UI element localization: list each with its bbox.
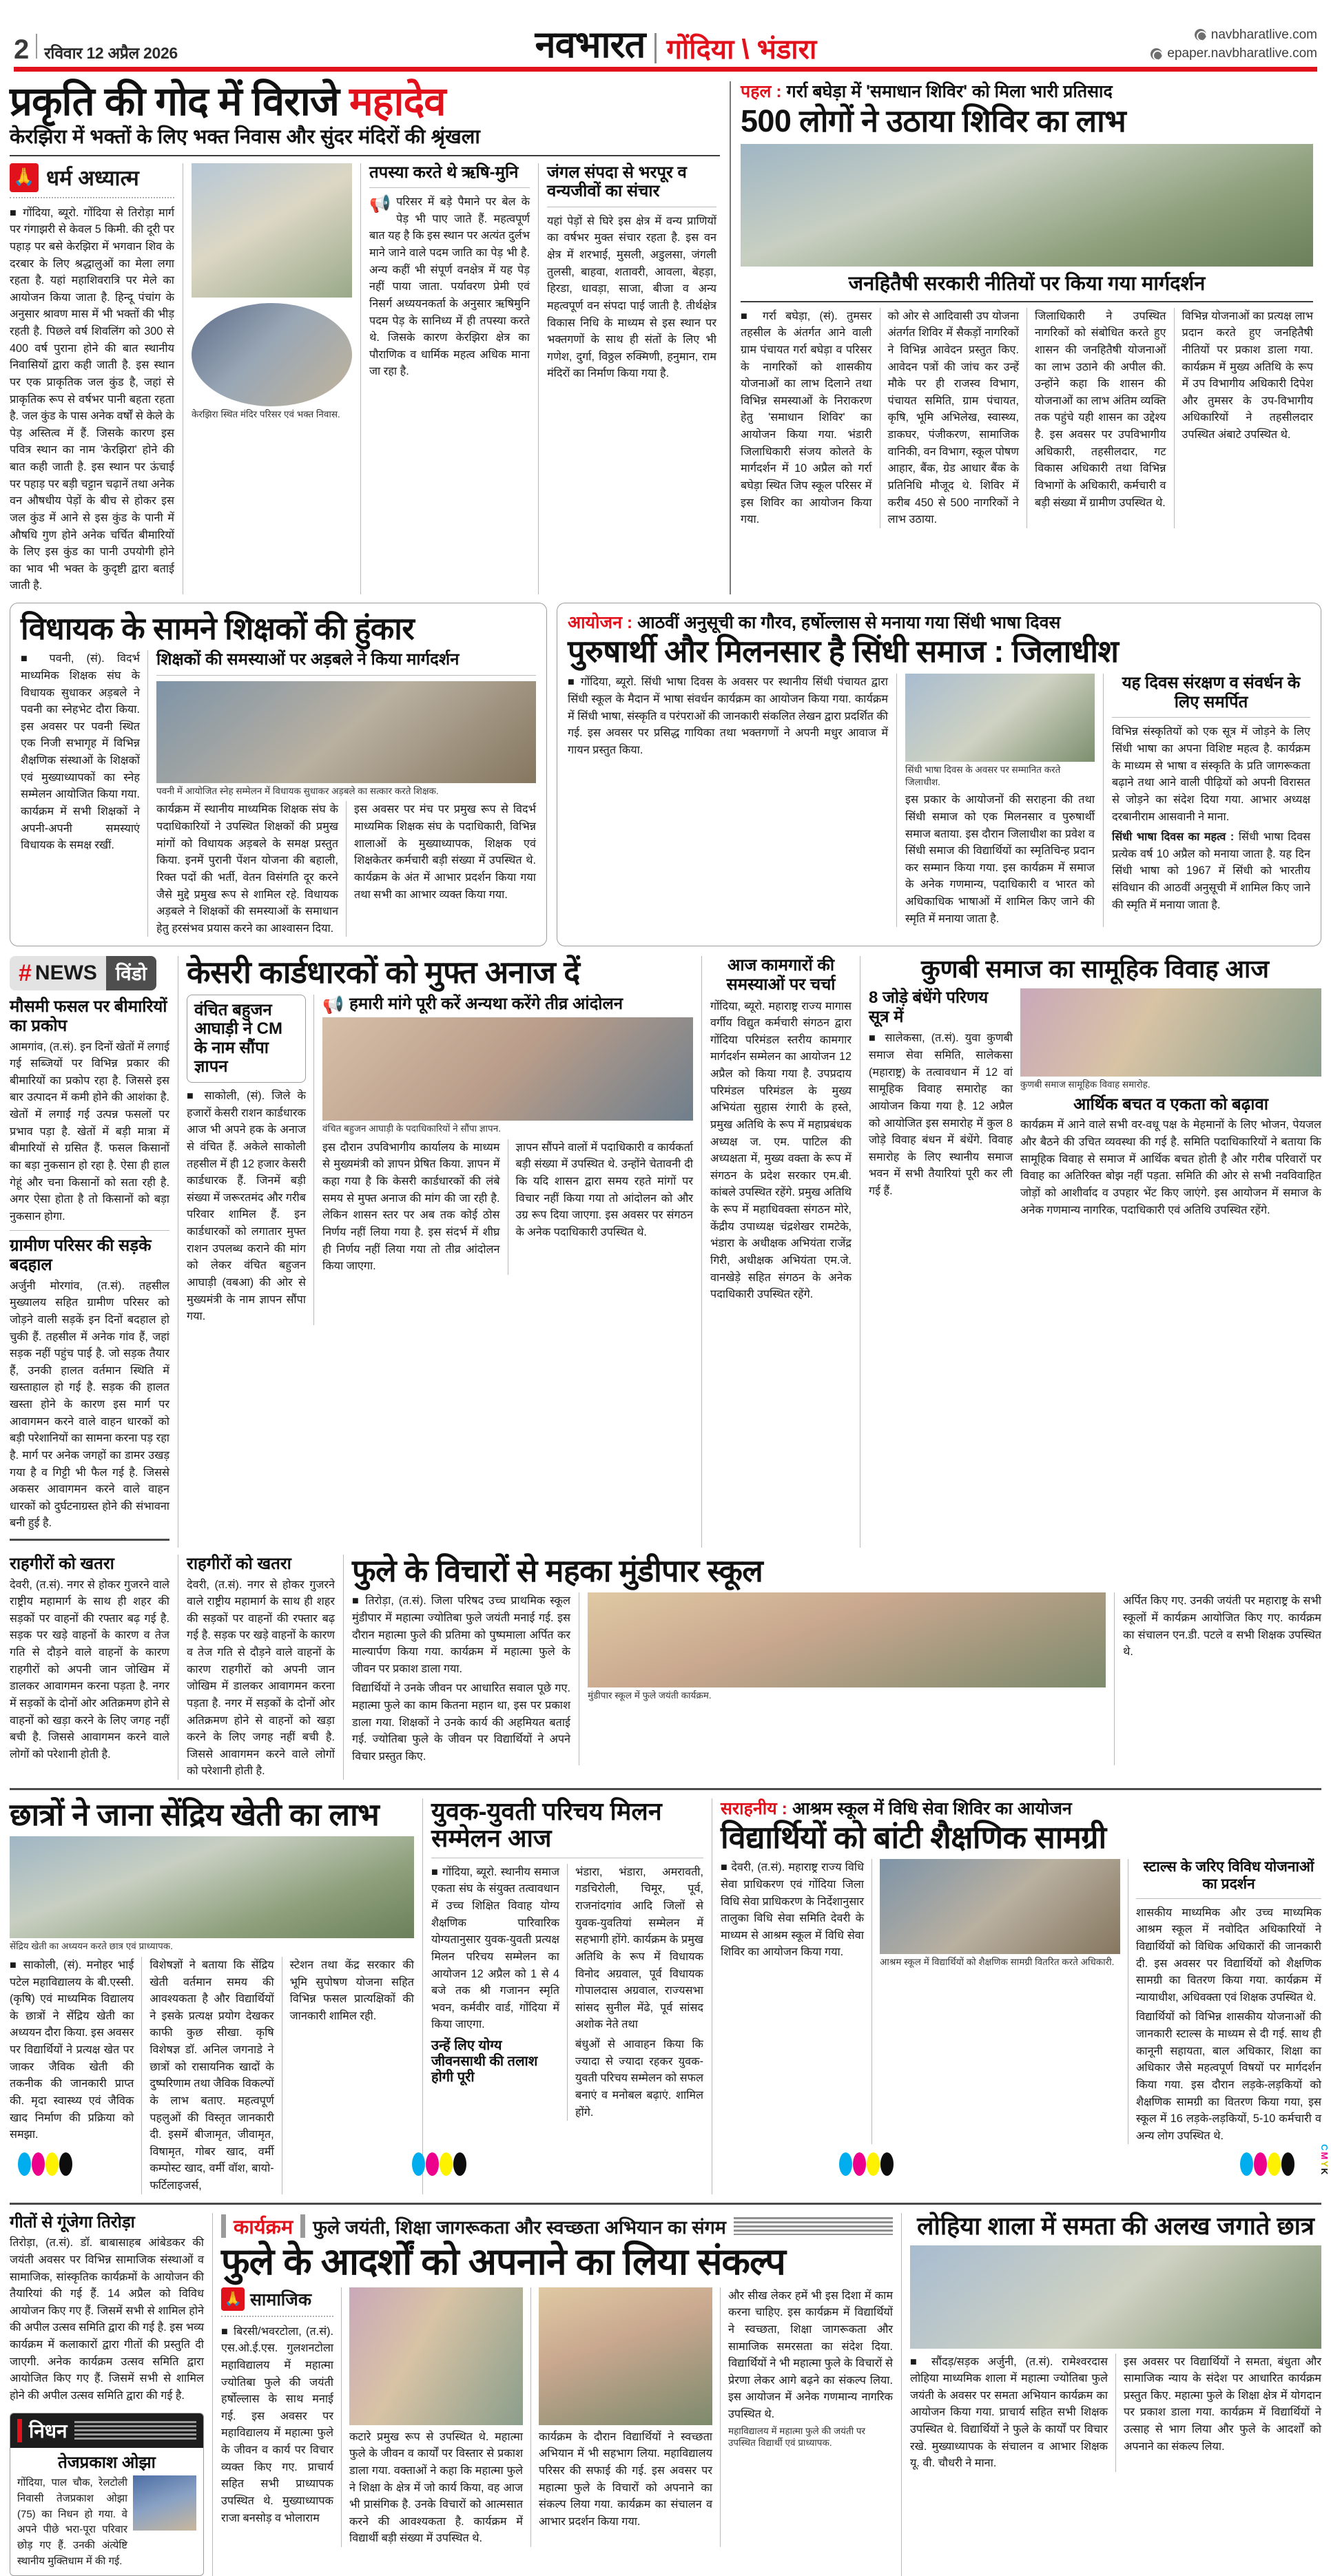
organic-caption: सेंद्रिय खेती का अध्ययन करते छात्र एवं प्राध्यापक. <box>10 1941 173 1952</box>
mid-left-body-1: ■ पवनी, (सं). विदर्भ माध्यमिक शिक्षक संघ के विधायक सुधाकर अड़बले ने पवनी का स्नेहभेट दौरा किया. इस अवसर पर पवनी स्थित एक निजी सभागृह में विभिन्न शैक्षणिक संस्थाओं के शिक्षकों एवं मुख्याध्यापकों का स्नेह सम्मेलन आयोजित किया गया. कार्यक्रम में सभी शिक्षकों ने अपनी-अपनी समस्याएं विधायक के समक्ष रखीं. <box>21 652 140 852</box>
geet-body: तिरोड़ा, (त.सं). डॉ. बाबासाहब आंबेडकर की जयंती अवसर पर विभिन्न सामाजिक संस्थाओं व सामाजिक, सांस्कृतिक कार्यक्रमों के आयोजन की तैयारियां की गई हैं. 14 अप्रैल को विविध आयोजन किए गए हैं. जिसमें सभी से शामिल होने की अपील उत्सव समिति द्वारा की गई है. इस भव्य कार्यक्रम में कलाकारों द्वारा गीतों की प्रस्तुति दी जाएगी. अनेक कार्यक्रम उत्सव समिति द्वारा आयोजित किए गए हैं. जिसमें सभी से शामिल होने की अपील उत्सव समिति द्वारा की गई है. <box>10 2236 204 2402</box>
rahgir-body: देवरी, (त.सं). नगर से होकर गुजरने वाले राष्ट्रीय महामार्ग के साथ ही शहर की सड़कों पर वाहनों की रफ्तार बढ़ गई है. सड़क पर खड़े वाहनों के कारण व तेज गति से दौड़ने वाले वाहनों के कारण राहगीरों को अपनी जान जोखिम में डालकर आवागमन करना पड़ता है. नगर में सड़कों के दोनों ओर अतिक्रमण होने से वाहनों को खड़ा करने के लिए जगह नहीं बची है. जिससे आवागमन करने वाले लोगों को परेशानी होती है. <box>187 1578 335 1778</box>
lead-body-3: यहां पेड़ों से घिरे इस क्षेत्र में वन्य प्राणियों का वर्षभर मुक्त संचार रहता है. इस वन क्षेत्र में शरभाई, मुसली, अडुलसा, जंगली तुलसी, बाहवा, शतावरी, आवला, बेहड़ा, हिरडा, धावड़ा, साजा, बीजा व अन्य महत्वपूर्ण वन संपदा पाई जाती है. तीर्थक्षेत्र विकास निधि के माध्यम से इस स्थान पर भक्तगणों के साथ ही संतों के लिए भी गणेश, दुर्गा, विठ्ठल रुक्मिणी, हनुमान, राम मंदिरों का निर्माण किया गया है. <box>547 214 716 380</box>
kunbi-story <box>860 956 1321 1548</box>
brand-separator <box>654 33 657 63</box>
rahgir-col <box>178 1555 344 1780</box>
lead-headline <box>10 81 720 122</box>
lead-body-2: 📢 परिसर में बड़े पैमाने पर बेल के पेड़ भी पाए जाते हैं. महत्वपूर्ण बात यह है कि इस स्थान पर अत्यंत दुर्लभ माने जाने वाले पदम जाति का पेड़ भी है. अन्य कहीं भी संपूर्ण वनक्षेत्र में यह पेड़ नहीं पाया जाता. पर्यावरण प्रेमी एवं निसर्ग अध्ययनकर्ता के अनुसार ऋषिमुनि पदम पेड़ के सानिध्य में ही तपस्या करते थे. जिसके कारण केरझिरा क्षेत्र का पौराणिक व धार्मिक महत्व अधिक माना जा रहा है. <box>369 194 530 378</box>
callout-text: सिंधी भाषा दिवस प्रत्येक वर्ष 10 अप्रैल को मनाया जाता है. यह दिन सिंधी भाषा को 1967 में सिंधी को भारतीय संविधान की आठवीं अनुसूची में शामिल किए जाने की स्मृति में मनाया जाता है. <box>1112 831 1311 911</box>
magenta-mark <box>426 2152 439 2176</box>
cmyk-marks <box>839 2152 894 2176</box>
mid-right-subhead: यह दिवस संरक्षण व संवर्धन के लिए समर्पित <box>1122 674 1301 711</box>
publication-date: रविवार 12 अप्रैल 2026 <box>44 44 178 62</box>
parichay-body-3: बंधुओं से आवाहन किया कि ज्यादा से ज्यादा रहकर युवक-युवती परिचय सम्मेलन को सफल बनाएं व मनोबल बढ़ाएं. शामिल होंगे. <box>575 2038 703 2119</box>
megaphone-icon: 📢 <box>322 995 344 1015</box>
kunbi-photo <box>1020 988 1321 1077</box>
cyan-mark <box>839 2152 852 2176</box>
vidhi-col-3 <box>1128 1859 1321 2144</box>
kesari-callout-box <box>187 995 306 1083</box>
mundipar-headline: फुले के विचारों से महका मुंडीपार स्कूल <box>352 1553 763 1589</box>
phule-photo-a <box>349 2287 523 2425</box>
obituary-stripes <box>74 2421 196 2440</box>
lead-sub-title-2: जंगल संपदा से भरपूर व वन्यजीवों का संचार <box>547 163 687 201</box>
kunbi-body-1: ■ सालेकसा, (त.सं). युवा कुणबी समाज सेवा समिति, सालेकसा (महाराष्ट्र) के तत्वावधान में 12 वां सामूहिक विवाह समारोह का आयोजन किया गया है. 12 अप्रैल को आयोजित इस समारोह में कुल 8 जोड़े विवाह बंधन में बंधेंगे. विवाह समारोह के लिए स्थानीय समाज भवन में सभी तैयारियां पूरी कर ली गई हैं. <box>869 1032 1013 1198</box>
website-url: navbharatlive.com <box>1210 27 1317 42</box>
news-badge-left <box>10 956 106 990</box>
parichay-headline: युवक-युवती परिचय मिलन सम्मेलन आज <box>431 1797 662 1852</box>
parichay-col-2 <box>568 1864 703 2121</box>
magenta-mark <box>1254 2152 1267 2176</box>
masthead-left <box>14 34 310 63</box>
phule-col-1 <box>221 2287 342 2547</box>
obituary-header <box>10 2413 203 2448</box>
mid-left-body-3: इस अवसर पर मंच पर प्रमुख रूप से विदर्भ माध्यमिक शिक्षक संघ के पदाधिकारी, विभिन्न शालाओं के मुख्याध्यापक, शिक्षक एवं शिक्षकेतर कर्मचारी बड़ी संख्या में उपस्थित थे. कार्यक्रम के अंत में आभार प्रदर्शन किया गया तथा सभी का आभार व्यक्त किया गया. <box>354 803 536 901</box>
kamgar-story <box>702 956 860 1548</box>
mid-right-body-3: विभिन्न संस्कृतियों को एक सूत्र में जोड़ने के लिए सिंधी भाषा का अपना विशिष्ट महत्व है. कार्यक्रम के माध्यम से भाषा व संस्कृति के प्रति जागरूकता बढ़ाने तथा आने वाली पीढ़ियों को अपनी विरासत से जोड़ने का संदेश दिया गया. आभार अध्यक्ष दरबानीराम आसवानी ने माना. <box>1112 725 1310 823</box>
lead-col-2 <box>361 163 539 594</box>
lead-story <box>10 81 730 594</box>
obituary-text: गोंदिया, पाल चौक, रेलटोली निवासी तेजप्रकाश ओझा (75) का निधन हो गया. वे अपने पीछे भरा-पूरा परिवार छोड़ गए हैं. उनकी अंत्येष्टि स्थानीय मुक्तिधाम में की गई. <box>17 2477 127 2568</box>
kesari-col-2 <box>322 1139 508 1275</box>
kesari-body-3: ज्ञापन सौंपने वालों में पदाधिकारी व कार्यकर्ता बड़ी संख्या में उपस्थित थे. उन्होंने चेतावनी दी कि यदि शासन द्वारा समय रहते मांगों पर विचार नहीं किया गया तो आंदोलन को और उग्र रूप दिया जाएगा. इस अवसर पर संगठन के अनेक पदाधिकारी उपस्थित थे. <box>515 1141 693 1238</box>
phule-body-2: कटारे प्रमुख रूप से उपस्थित थे. महात्मा फुले के जीवन व कार्यों पर विस्तार से प्रकाश डाला गया. वक्ताओं ने कहा कि महात्मा फुले ने शिक्षा के क्षेत्र में जो कार्य किया, वह आज भी प्रासंगिक है. उनके विचारों को आत्मसात करने की आवश्यकता है. कार्यक्रम में विद्यार्थी बड़ी संख्या में उपस्थित थे. <box>349 2430 523 2545</box>
kesari-caption: वंचित बहुजन आघाड़ी के पदाधिकारियों ने सौंपा ज्ञापन. <box>322 1123 501 1134</box>
masthead-links <box>1042 25 1317 63</box>
lohia-body-2: इस अवसर पर विद्यार्थियों ने समता, बंधुता और सामाजिक न्याय के संदेश पर आधारित कार्यक्रम प्रस्तुत किए. महात्मा फुले के शिक्षा क्षेत्र में योगदान पर प्रकाश डाला गया. कार्यक्रम में विद्यार्थियों ने उत्साह से भाग लिया और फुले के आदर्शों को अपनाने का संकल्प लिया. <box>1124 2355 1321 2453</box>
kesari-col-3 <box>508 1139 694 1275</box>
section-badge <box>221 2287 333 2311</box>
kunbi-headline: कुणबी समाज का सामूहिक विवाह आज <box>920 955 1269 984</box>
kunbi-col-1 <box>869 988 1020 1218</box>
lead-headline-main: प्रकृति की गोद में विराजे <box>10 79 349 124</box>
top-right-body-4: विभिन्न योजनाओं का प्रत्यक्ष लाभ प्रदान करते हुए जनहितैषी नीतियों पर प्रकाश डाला गया. कार्यक्रम में मुख्य अतिथि के रूप में उप विभागीय अधिकारी दिपेश और तुमसर के उप-विभागीय अधिकारियों ने तहसीलदार उपस्थित अंबाटे उपस्थित थे. <box>1182 309 1313 442</box>
phule-headline: फुले के आदर्शों को अपनाने का लिया संकल्प <box>221 2241 785 2283</box>
organic-story <box>10 1798 423 2194</box>
kicker-text: आश्रम स्कूल में विधि सेवा शिविर का आयोजन <box>787 1799 1072 1819</box>
black-mark <box>59 2152 72 2176</box>
yellow-mark <box>867 2152 880 2176</box>
lohia-photo <box>910 2245 1321 2349</box>
news-item-body: आमगांव, (त.सं). इन दिनों खेतों में लगाई गई सब्जियों पर विभिन्न प्रकार की बीमारियों का प्रकोप रहा है. जिससे इस बार उत्पादन में कमी होने की आशंका है. खेतों में लगाई गई उत्पन्न फसलों पर प्रभाव पड़ा है. खेतों में बड़ी मात्रा में बीमारियों से ग्रसित हैं. फसल किसानों का बड़ा नुकसान हो रहा है. ऐसा ही हाल गेहूं और चना किसानों को सता रही है. अगर ऐसा होता है तो किसानों को बड़ा नुकसान होगा. <box>10 1040 169 1223</box>
news-window <box>10 956 178 1548</box>
parichay-body-2: भंडारा, भंडारा, अमरावती, गडचिरोली, चिमूर, पूर्व, राजनांदगांव आदि जिलों से युवक-युवतियां सम्मेलन में सहभागी होंगे. कार्यक्रम के प्रमुख अतिथि के रूप में विधायक विनोद अग्रवाल, पूर्व विधायक गोपालदास अग्रवाल, राज्यसभा सांसद सुनील मेंढे, पूर्व सांसद अशोक नेते तथा <box>575 1865 703 2031</box>
black-mark <box>880 2152 894 2176</box>
kicker-bar-right <box>300 2214 305 2238</box>
mundipar-body-2: विद्यार्थियों ने उनके जीवन पर आधारित सवाल पूछे गए. महात्मा फुले का काम कितना महान था, इस पर प्रकाश डाला गया. शिक्षकों ने उनके कार्य की अहमियत बताई गई. ज्योतिबा फुले के जीवन पर विद्यार्थियों ने अपने विचार प्रस्तुत किए. <box>352 1682 570 1763</box>
obituary-portrait <box>133 2475 196 2531</box>
mid-left-cols <box>156 801 536 937</box>
callout-label: सिंधी भाषा दिवस का महत्व : <box>1112 831 1235 844</box>
mid-right-headline: पुरुषार्थी और मिलनसार है सिंधी समाज : जिलाधीश <box>568 634 1119 669</box>
organic-body-1: ■ साकोली, (सं). मनोहर भाई पटेल महाविद्यालय के बी.एस्सी. (कृषि) एवं माध्यमिक विद्यालय के छात्रों ने सेंद्रिय खेती का अध्ययन दौरा किया. इस अवसर पर विद्यार्थियों ने प्रत्यक्ष खेत पर जाकर जैविक खेती की तकनीक की जानकारी प्राप्त की. मृदा स्वास्थ्य एवं जैविक खाद निर्माण की प्रक्रिया को समझा. <box>10 1958 134 2141</box>
parichay-body-1: ■ गोंदिया, ब्यूरो. स्थानीय समाज एकता संघ के संयुक्त तत्वावधान में उच्च शिक्षित विवाह योग्य शैक्षणिक पारिवारिक योग्यतानुसार युवक-युवती प्रत्यक्ष मिलन परिचय सम्मेलन का आयोजन 12 अप्रैल को 1 से 4 बजे तक श्री गजानन स्मृति भवन, कर्मवीर वार्ड, गोंदिया में किया जाएगा. <box>431 1865 559 2031</box>
megaphone-icon: 📢 <box>369 194 391 214</box>
section-label: धर्म अध्यात्म <box>46 165 139 190</box>
phule-photo-b <box>539 2287 712 2425</box>
geet-column <box>10 2213 213 2576</box>
phule-photo-2 <box>531 2287 721 2547</box>
kesari-photo <box>322 1017 693 1121</box>
phule-body-1: ■ बिरसी/भवरटोला, (त.सं). एस.ओ.ई.एस. गुलशनटोला महाविद्यालय में महात्मा ज्योतिबा फुले की जयंती हर्षोल्लास के साथ मनाई गई. इस अवसर पर महाविद्यालय में महात्मा फुले के जीवन व कार्य पर विचार व्यक्त किए गए. प्राचार्य सहित सभी प्राध्यापक उपस्थित थे. मुख्याध्यापक राजा बनसोड़ व भोलाराम <box>221 2325 333 2524</box>
namaste-icon: 🙏 <box>10 163 39 192</box>
obituary-content <box>17 2475 196 2570</box>
mundipar-photo-col <box>579 1592 1115 1765</box>
magenta-mark <box>32 2152 45 2176</box>
kicker-text: फुले जयंती, शिक्षा जागरूकता और स्वच्छता अभियान का संगम <box>313 2216 726 2238</box>
news-item-title: राहगीरों को खतरा <box>10 1555 114 1574</box>
lohia-col-1 <box>910 2354 1116 2472</box>
top-right-columns <box>741 308 1313 528</box>
top-right-col-4 <box>1175 308 1314 528</box>
lead-headline-accent: महादेव <box>349 79 446 124</box>
obituary-name: तेजप्रकाश ओझा <box>58 2453 156 2472</box>
globe-icon <box>1151 48 1162 60</box>
phule-body-3: कार्यक्रम के दौरान विद्यार्थियों ने स्वच्छता अभियान में भी सहभाग लिया. महाविद्यालय परिसर की सफाई की गई. इस अवसर पर महात्मा फुले के विचारों को अपनाने का संकल्प लिया गया. कार्यक्रम का संचालन व आभार प्रदर्शन किया गया. <box>539 2430 712 2528</box>
top-right-subhead: जनहितैषी सरकारी नीतियों पर किया गया मार्गदर्शन <box>848 273 1206 295</box>
mid-right-body-2: इस प्रकार के आयोजनों की सराहना की तथा सिंधी समाज को एक मिलनसार व पुरुषार्थी समाज बताया. इस दौरान जिलाधीश का प्रवेश व सिंधी समाज की विद्यार्थियों का स्मृतिचिन्ह प्रदान कर सम्मान किया गया. इस कार्यक्रम में समाज के अनेक गणमान्य, पदाधिकारी व भारत को अधिकाधिक भाषाओं में शामिल किए जाने की स्मृति में मनाया जाता है. <box>905 793 1095 925</box>
vidhi-photo-col <box>872 1859 1128 2144</box>
obituary-box <box>10 2413 204 2576</box>
parichay-story <box>423 1798 712 2194</box>
mid-right-photo <box>905 674 1095 762</box>
parichay-col-1 <box>431 1864 568 2121</box>
lead-photo-temple <box>192 163 352 298</box>
kicker-text: आठवीं अनुसूची का गौरव, हर्षोल्लास से मनाया गया सिंधी भाषा दिवस <box>632 613 1061 632</box>
kesari-subhead: 📢 हमारी मांगे पूरी करें अन्यथा करेंगे तीव्र आंदोलन <box>322 994 623 1015</box>
mid-right-col-3 <box>1104 674 1310 927</box>
mundipar-caption: मुंडीपार स्कूल में फुले जयंती कार्यक्रम. <box>588 1690 712 1701</box>
news-item-body: देवरी, (त.सं). नगर से होकर गुजरने वाले राष्ट्रीय महामार्ग के साथ ही शहर की सड़कों पर वाहनों की रफ्तार बढ़ गई है. सड़क पर खड़े वाहनों के कारण व तेज गति से दौड़ने वाले वाहनों के कारण राहगीरों को अपनी जान जोखिम में डालकर आवागमन करना पड़ता है. नगर में सड़कों के दोनों ओर अतिक्रमण होने से वाहनों को खड़ा करने के लिए जगह नहीं बची है. जिससे आवागमन करने वाले लोगों को परेशानी होती है. <box>10 1578 169 1760</box>
lohia-body-1: ■ सौंदड़/सड़क अर्जुनी, (त.सं). रामेश्वरदास लोहिया माध्यमिक शाला में महात्मा ज्योतिबा फुले जयंती के अवसर पर समता अभियान कार्यक्रम का आयोजन किया गया. प्राचार्य सहित सभी शिक्षक उपस्थित थे. विद्यार्थियों ने फुले के कार्यों पर विचार रखे. मुख्याध्यापक के संचालन व आभार शिक्षक यू. वी. चौधरी ने माना. <box>910 2355 1108 2470</box>
second-band <box>10 603 1321 946</box>
yellow-mark <box>1268 2152 1281 2176</box>
kamgar-body: गोंदिया, ब्यूरो. महाराष्ट्र राज्य मागास वर्गीय विद्युत कर्मचारी संगठन द्वारा गोंदिया परिमंडल स्तरीय कामगार मार्गदर्शन सम्मेलन का आयोजन 12 अप्रैल को किया गया है. उपप्रदाय परिमंडल परिमंडल के मुख्य अभियंता सुहास रंगारी के हस्ते, प्रमुख अतिथि के रूप में महाप्रबंधक अध्यक्ष ज. एम. पाटिल की अध्यक्षता में, मुख्य वक्ता के रूप में संगठन के प्रदेश सरकार एम.बी. कांबले उपस्थित रहेंगे. प्रमुख अतिथि के रूप में महाधिवक्ता संगठन मोरे, केंद्रीय उपाध्यक्ष चंद्रशेखर रामटेके, भंडारा के अधीक्षक अभियंता राजेंद्र गिरी, अधीक्षक अभियंता एम.जे. वानखेड़े सहित संगठन के अनेक पदाधिकारी उपस्थित रहेंगे. <box>710 999 852 1301</box>
mid-right-story <box>557 603 1321 946</box>
lead-col-3 <box>539 163 716 594</box>
phule-body-4: और सीख लेकर हमें भी इस दिशा में काम करना चाहिए. इस कार्यक्रम में विद्यार्थियों ने स्वच्छता, शिक्षा जागरूकता और सामाजिक समरसता का संदेश दिया. विद्यार्थियों ने भी महात्मा फुले के विचारों से प्रेरणा लेकर आगे बढ़ने का संकल्प लिया. इस आयोजन में अनेक गणमान्य नागरिक उपस्थित थे. <box>728 2289 893 2421</box>
kicker-tag: आयोजन : <box>568 613 633 632</box>
phule-col-4 <box>721 2287 893 2547</box>
vidhi-subhead: स्टाल्स के जरिए विविध योजनाओं का प्रदर्शन <box>1143 1859 1314 1892</box>
mid-right-kicker <box>568 612 1310 633</box>
kicker-text: गर्रा बघेड़ा में 'समाधान शिविर' को मिला भारी प्रतिसाद <box>781 82 1113 101</box>
lohia-col-2 <box>1116 2354 1321 2472</box>
mid-left-story <box>10 603 547 946</box>
vidhi-caption: आश्रम स्कूल में विद्यार्थियों को शैक्षणिक सामग्री वितरित करते अधिकारी. <box>880 1957 1115 1968</box>
black-mark <box>453 2152 466 2176</box>
yellow-mark <box>440 2152 453 2176</box>
parichay-subhead: उन्हें लिए योग्य जीवनसाथी की तलाश होगी पूरी <box>431 2038 538 2086</box>
vidhi-body-2: शासकीय माध्यमिक और उच्च माध्यमिक आश्रम स्कूल में नवोदित अधिकारियों ने विद्यार्थियों को विधिक अधिकारों की जानकारी दी. इस अवसर पर विद्यार्थियों को शैक्षणिक सामग्री का वितरण किया गया. कार्यक्रम में न्यायाधीश, अधिवक्ता एवं शिक्षक उपस्थित थे. <box>1136 1906 1321 2004</box>
magenta-mark <box>853 2152 866 2176</box>
masthead-divider <box>36 34 37 59</box>
mid-right-inner <box>568 674 1310 927</box>
vidhi-kicker <box>721 1798 1321 1819</box>
vidhi-story <box>712 1798 1321 2194</box>
top-right-story <box>731 81 1313 594</box>
lohia-story <box>902 2213 1321 2576</box>
cmyk-marks <box>412 2152 466 2176</box>
vidhi-body-3: विद्यार्थियों को विभिन्न शासकीय योजनाओं की जानकारी स्टाल्स के माध्यम से दी गई. साथ ही कानूनी सहायता, बाल अधिकार, शिक्षा का अधिकार जैसे महत्वपूर्ण विषयों पर मार्गदर्शन किया गया. इस दौरान लड़के-लड़कियों को शैक्षणिक सामग्री का वितरण किया गया, इस स्कूल में 16 लड़के-लड़कियों, 5-10 कर्मचारी व अन्य लोग उपस्थित थे. <box>1136 2011 1321 2142</box>
hash-icon: # <box>19 960 32 987</box>
news-item-title: मौसमी फसल पर बीमारियों का प्रकोप <box>10 997 167 1035</box>
masthead-red-rule <box>14 67 1317 72</box>
vidhi-body-1: ■ देवरी, (त.सं). महाराष्ट्र राज्य विधि सेवा प्राधिकरण एवं गोंदिया जिला विधि सेवा प्राधिकरण के निर्देशानुसार तालुका विधि सेवा समिति देवरी के माध्यम से आश्रम स्कूल में विधि सेवा शिविर का आयोजन किया गया. <box>721 1861 864 1959</box>
mid-left-col-2 <box>156 801 347 937</box>
kesari-inner <box>187 995 693 1325</box>
lead-sub-title-1: तपस्या करते थे ऋषि-मुनि <box>369 163 519 182</box>
top-right-col-1 <box>741 308 880 528</box>
mid-left-col-3 <box>347 801 536 937</box>
lead-photo-col <box>183 163 361 594</box>
lead-body-1: ■ गोंदिया, ब्यूरो. गोंदिया से तिरोड़ा मार्ग पर गंगाझरी से केवल 5 किमी. की दूरी पर पहाड़ पर बसे केरझिरा में भगवान शिव के दरबार के लिए श्रद्धालुओं का मेला लगा रहता है. यहां महाशिवरात्रि पर मेले का आयोजन किया जाता है. हिन्दू पंचांग के अनुसार श्रावण मास में भी भक्तों की भीड़ रहती है. पिछले वर्ष शिवलिंग को 300 से 400 वर्ष पुराना होने की बात स्थानीय निवासियों द्वारा कही जाती है. इस स्थान पर एक प्राकृतिक जल कुंड है, जहां से प्राकृतिक रूप से वर्षभर पानी बहता रहता है. जल कुंड के पास अनेक वर्षों से केले के पेड़ अस्तित्व में हैं. जिसके कारण इस पवित्र स्थान का नाम 'केरझिरा' होने की बात कही जाती है. इस स्थान पर ऊंचाई पर पहाड़ पर बड़ी चट्टान चढ़ानें तथा अनेक वन औषधीय पेड़ों के बीच से होकर इस जल कुंड में आने से इस कुंड के पानी में औषधि गुण होने अनेक चर्चित बीमारियों के लिए इस कुंड का पानी उपयोगी होने का भाव भी भक्त के कुदृष्टी द्वारा बताई जाती है. <box>10 206 174 592</box>
section-label: सामाजिक <box>250 2289 312 2309</box>
page-number: 2 <box>14 34 30 65</box>
phule-story <box>213 2213 902 2576</box>
mid-left-caption: पवनी में आयोजित स्नेह सम्मेलन में विधायक सुधाकर अड़बले का सत्कार करते शिक्षक. <box>156 785 439 796</box>
kunbi-col-2 <box>1020 988 1321 1218</box>
top-right-body-2: को ओर से आदिवासी उप योजना अंतर्गत शिविर में सैकड़ों नागरिकों ने विभिन्न आवेदन प्रस्तुत किए. आवेदन पत्रों की जांच कर उन्हें मौके पर ही राजस्व विभाग, पंचायत समिति, ग्राम पंचायत, कृषि, भूमि अभिलेख, स्वास्थ्य, डाकघर, पंजीकरण, सामाजिक वानिकी, वन विभाग, स्कूल पोषण आहार, बैंक, ग्रेड आधार बैंक के प्रतिनिधि मौजूद थे. शिविर में करीब 450 से 500 नागरिकों ने लाभ उठाया. <box>887 309 1019 526</box>
organic-body-3: स्टेशन तथा केंद्र सरकार की भूमि सुपोषण योजना सहित विभिन्न फसल प्रात्यक्षिकों की जानकारी शामिल रही. <box>289 1958 414 2022</box>
lead-col-1 <box>10 163 183 594</box>
news-window-badge[interactable] <box>10 956 156 990</box>
cmyk-letters: CMYK <box>1319 2143 1330 2176</box>
mid-left-col-1 <box>21 650 148 937</box>
fifth-band <box>10 2213 1321 2576</box>
third-band <box>10 1555 1321 1780</box>
lohia-headline: लोहिया शाला में समता की अलख जगाते छात्र <box>917 2211 1314 2240</box>
mid-left-headline: विधायक के सामने शिक्षकों की हुंकार <box>21 611 415 646</box>
geet-title: गीतों से गूंजेगा तिरोड़ा <box>10 2212 135 2232</box>
kesari-headline: केसरी कार्डधारकों को मुफ्त अनाज दें <box>187 955 580 990</box>
cmyk-marks <box>18 2152 72 2176</box>
band-separator <box>10 1788 1321 1790</box>
mundipar-body-3: अर्पित किए गए. उनकी जयंती पर महाराष्ट्र के सभी स्कूलों में कार्यक्रम आयोजित किए गए. कार्यक्रम का संचालन एन.डी. पटले व सभी शिक्षक उपस्थित थे. <box>1123 1595 1321 1659</box>
top-right-headline: 500 लोगों ने उठाया शिविर का लाभ <box>741 103 1126 138</box>
gutter <box>547 603 557 946</box>
news-badge-text: NEWS <box>34 962 97 985</box>
phule-kicker <box>221 2213 893 2240</box>
lead-subhead: केरझिरा में भक्तों के लिए भक्त निवास और सुंदर मंदिरों की श्रृंखला <box>10 126 480 149</box>
kicker-tag: सराहनीय : <box>721 1799 787 1819</box>
vidhi-photo <box>880 1859 1120 1954</box>
parichay-cols <box>431 1864 703 2121</box>
news-item <box>10 1236 169 1532</box>
band-separator <box>10 2203 1321 2205</box>
news-band <box>10 956 1321 1548</box>
cyan-mark <box>412 2152 425 2176</box>
namaste-icon: 🙏 <box>221 2287 245 2311</box>
organic-headline: छात्रों ने जाना सेंद्रिय खेती का लाभ <box>10 1797 380 1833</box>
mid-right-body-1: ■ गोंदिया, ब्यूरो. सिंधी भाषा दिवस के अवसर पर स्थानीय सिंधी पंचायत द्वारा सिंधी स्कूल के मैदान में भाषा संवर्धन कार्यक्रम का आयोजन किया गया. कार्यक्रम में सिंधी भाषा, संस्कृति व परंपराओं की जानकारी संकलित लेखन द्वारा प्रदर्शित की गई. इस अवसर पर प्रसिद्ध गायिका तथा भक्तगणों ने अपनी मधुर आवाज में गायन प्रस्तुत किया. <box>568 676 888 756</box>
kicker-tag: कार्यक्रम <box>234 2216 293 2239</box>
organic-body-2: विशेषज्ञों ने बताया कि सेंद्रिय खेती वर्तमान समय की आवश्यकता है और विद्यार्थियों ने इसके प्रत्यक्ष प्रयोग देखकर काफी कुछ सीखा. कृषि विशेषज्ञ डॉ. अनिल जगनाडे ने छात्रों को रासायनिक खादों के दुष्परिणाम तथा जैविक विकल्पों के लाभ बताए. महत्वपूर्ण पहलुओं की विस्तृत जानकारी दी. इसमें बीजामृत, जीवामृत, विषामृत, गोबर खाद, वर्मी कम्पोस्ट खाद, वर्मी वॉश, बायो-फर्टिलाइजर्स, <box>149 1958 274 2192</box>
mid-left-body-2: कार्यक्रम में स्थानीय माध्यमिक शिक्षक संघ के पदाधिकारियों ने उपस्थित शिक्षकों की प्रमुख मांगों को विधायक अड़बले के समक्ष प्रस्तुत किया. इनमें पुरानी पेंशन योजना की बहाली, रिक्त पदों की भर्ती, वेतन विसंगति दूर करने जैसे मुद्दे प्रमुख रूप से शामिल रहे. विधायक अड़बले ने शिक्षकों की समस्याओं के समाधान हेतु हरसंभव प्रयास करने का आश्वासन दिया. <box>156 803 338 935</box>
mundipar-col-1 <box>352 1592 579 1765</box>
kesari-body-2: इस दौरान उपविभागीय कार्यालय के माध्यम से मुख्यमंत्री को ज्ञापन प्रेषित किया. ज्ञापन में कहा गया है कि केसरी कार्डधारकों की लंबे समय से मुफ्त अनाज की मांग की जा रही है. लेकिन शासन स्तर पर अब तक कोई ठोस निर्णय नहीं लिया गया है. इस संदर्भ में शीघ्र ही निर्णय नहीं लिया गया तो तीव्र आंदोलन किया जाएगा. <box>322 1141 500 1273</box>
kesari-cols <box>322 1139 693 1275</box>
kesari-box-title: वंचित बहुजन आघाड़ी ने CM के नाम सौंपा ज्ञापन <box>194 1000 282 1077</box>
kicker-stripes <box>734 2217 893 2235</box>
top-right-col-3 <box>1027 308 1175 528</box>
mundipar-photo <box>588 1592 1106 1687</box>
lead-columns <box>10 163 720 594</box>
lohia-cols <box>910 2354 1321 2472</box>
yellow-mark <box>45 2152 59 2176</box>
news-item <box>10 997 169 1225</box>
phule-caption: महाविद्यालय में महात्मा फुले की जयंती पर उपस्थित विद्यार्थी एवं प्राध्यापक. <box>728 2425 866 2449</box>
news-item-title: ग्रामीण परिसर की सड़के बदहाल <box>10 1236 152 1275</box>
mid-right-photo-col <box>897 674 1104 927</box>
lead-photo-shiva <box>192 303 352 406</box>
epaper-url: epaper.navbharatlive.com <box>1167 46 1317 61</box>
obituary-body-wrap <box>10 2448 203 2575</box>
brand-title: नवभारत <box>535 24 646 65</box>
mid-left-subhead: शिक्षकों की समस्याओं पर अड़बले ने किया मार्गदर्शन <box>156 650 460 669</box>
cyan-mark <box>18 2152 31 2176</box>
phule-photo-1 <box>342 2287 531 2547</box>
epaper-link[interactable] <box>1042 44 1317 63</box>
kamgar-title: आज कामगारों की समस्याओं पर चर्चा <box>726 956 836 994</box>
kicker-bar-left <box>221 2214 226 2238</box>
mundipar-col-3 <box>1115 1592 1321 1765</box>
cmyk-marks <box>1240 2152 1294 2176</box>
cmyk-registration-bar <box>0 2143 1331 2176</box>
top-right-col-2 <box>880 308 1028 528</box>
lead-photo-caption: केरझिरा स्थित मंदिर परिसर एवं भक्त निवास. <box>192 408 340 419</box>
cyan-mark <box>1240 2152 1253 2176</box>
kesari-story <box>178 956 702 1548</box>
kunbi-inner <box>869 988 1321 1218</box>
kesari-main <box>314 995 693 1325</box>
rahgir-title: राहगीरों को खतरा <box>187 1555 291 1574</box>
black-mark <box>1281 2152 1294 2176</box>
fourth-band <box>10 1798 1321 2194</box>
kunbi-caption: कुणबी समाज सामूहिक विवाह समारोह. <box>1020 1079 1151 1090</box>
edition-name: गोंदिया \ भंडारा <box>666 34 817 65</box>
mundipar-body-1: ■ तिरोड़ा, (त.सं). जिला परिषद उच्च प्राथमिक स्कूल मुंडीपार में महात्मा ज्योतिबा फुले जयंती मनाई गई. इस दौरान महात्मा फुले की प्रतिमा को पुष्पमाला अर्पित कर माल्यार्पण किया गया. कार्यक्रम में महात्मा फुले के जीवन पर प्रकाश डाला गया. <box>352 1595 570 1675</box>
kunbi-subhead: 8 जोड़े बंधेंगे परिणय सूत्र में <box>869 988 989 1026</box>
mundipar-story <box>344 1555 1321 1780</box>
news-badge-tab[interactable]: विंडो <box>106 956 156 990</box>
vidhi-headline: विद्यार्थियों को बांटी शैक्षणिक सामग्री <box>721 1820 1106 1856</box>
kicker-tag: पहल : <box>741 82 782 101</box>
website-link[interactable] <box>1042 25 1317 45</box>
mid-left-main <box>148 650 536 937</box>
masthead-center <box>310 26 1042 63</box>
organic-photo <box>10 1836 414 1938</box>
phule-inner <box>221 2287 893 2547</box>
top-right-body-3: जिलाधिकारी ने उपस्थित नागरिकों को संबोधित करते हुए शासन की जनहितैषी योजनाओं का लाभ उठाने की अपील की. उन्होंने कहा कि शासन की योजनाओं का लाभ अंतिम व्यक्ति तक पहुंचे यही शासन का उद्देश्य है. इस अवसर पर उपविभागीय अधिकारी, तहसीलदार, गट विकास अधिकारी तथा विभिन्न विभागों के अधिकारी, कर्मचारी व बड़ी संख्या में ग्रामीण उपस्थित थे. <box>1035 309 1166 509</box>
top-right-kicker <box>741 81 1313 102</box>
mid-right-col-1 <box>568 674 897 927</box>
mid-right-callout <box>1112 829 1310 913</box>
top-right-photo <box>741 144 1313 267</box>
mid-left-photo <box>156 681 536 783</box>
top-band <box>10 81 1321 594</box>
obituary-label: निधन <box>29 2420 68 2442</box>
kunbi-body-2: कार्यक्रम में आने वाले सभी वर-वधू पक्ष के मेहमानों के लिए भोजन, पेयजल और बैठने की उचित व्यवस्था की गई है. समिति पदाधिकारियों ने बताया कि सामूहिक विवाह से समाज में आर्थिक बचत होती है और गरीब परिवारों पर विवाह का अतिरिक्त बोझ नहीं पड़ता. समिति की ओर से सभी नवविवाहित जोड़ों को आशीर्वाद व उपहार भेंट किए जाएंगे. इस आयोजन में समाज के अनेक गणमान्य नागरिक, पदाधिकारी एवं अतिथि उपस्थित रहेंगे. <box>1020 1119 1321 1216</box>
globe-icon <box>1195 29 1206 41</box>
kesari-box-col <box>187 995 314 1325</box>
obituary-red-bar <box>17 2419 22 2442</box>
vidhi-inner <box>721 1859 1321 2144</box>
kunbi-subhead-2: आर्थिक बचत व एकता को बढ़ावा <box>1073 1094 1269 1114</box>
top-right-body-1: ■ गर्रा बघेड़ा, (सं). तुमसर तहसील के अंतर्गत आने वाली ग्राम पंचायत गर्रा बघेड़ा व परिसर के नागरिकों को शासकीय योजनाओं का लाभ दिलाने तथा विभिन्न समस्याओं के निराकरण हेतु 'समाधान शिविर' का आयोजन किया गया. भंडारी जिलाधिकारी संजय कोलते के मार्गदर्शन में 10 अप्रैल को गर्रा बघेड़ा स्थित जिप स्कूल परिसर में इस शिविर का आयोजन किया गया. <box>741 309 872 526</box>
news-item-extra <box>10 1555 178 1780</box>
vidhi-col-1 <box>721 1859 872 2144</box>
kesari-body-1: ■ साकोली, (सं). जिले के हजारों केसरी राशन कार्डधारक आज भी अपने हक के अनाज से वंचित हैं. अकेले साकोली तहसील में ही 12 हजार केसरी कार्डधारक हैं. जिनमें बड़ी संख्या में जरूरतमंद और गरीब परिवार शामिल हैं. इन कार्डधारकों को लगातार मुफ्त राशन उपलब्ध कराने की मांग को लेकर वंचित बहुजन आघाड़ी (वबआ) की ओर से मुख्यमंत्री के नाम ज्ञापन सौंपा गया. <box>187 1090 306 1323</box>
section-badge <box>10 163 174 192</box>
mid-left-inner <box>21 650 536 937</box>
news-item-body: अर्जुनी मोरगांव, (त.सं). तहसील मुख्यालय सहित ग्रामीण परिसर को जोड़ने वाली सड़कें इन दिनों बदहाल हो चुकी हैं. तहसील में अनेक गांव हैं, जहां सड़क नहीं पहुंच पाई है. जो सड़क तैयार हैं, उनकी हालत वर्तमान स्थिति में खस्ताहाल हो गई है. सड़क की हालत खस्ता होने के कारण इस मार्ग पर आवागमन करने वाले वाहन धारकों को बड़ी परेशानियों का सामना करना पड़ रहा है. मार्ग पर अनेक जगहों का डामर उखड़ गया है व गिट्टी भी फैल गई है. जिससे अकसर आवागमन करने वाले वाहन धारकों को दुर्घटनाग्रस्त होने की संभावना बनी हुई है. <box>10 1279 169 1530</box>
mid-right-caption: सिंधी भाषा दिवस के अवसर पर सम्मानित करते जिलाधीश. <box>905 765 1061 787</box>
masthead <box>10 0 1321 63</box>
mundipar-inner <box>352 1592 1321 1765</box>
